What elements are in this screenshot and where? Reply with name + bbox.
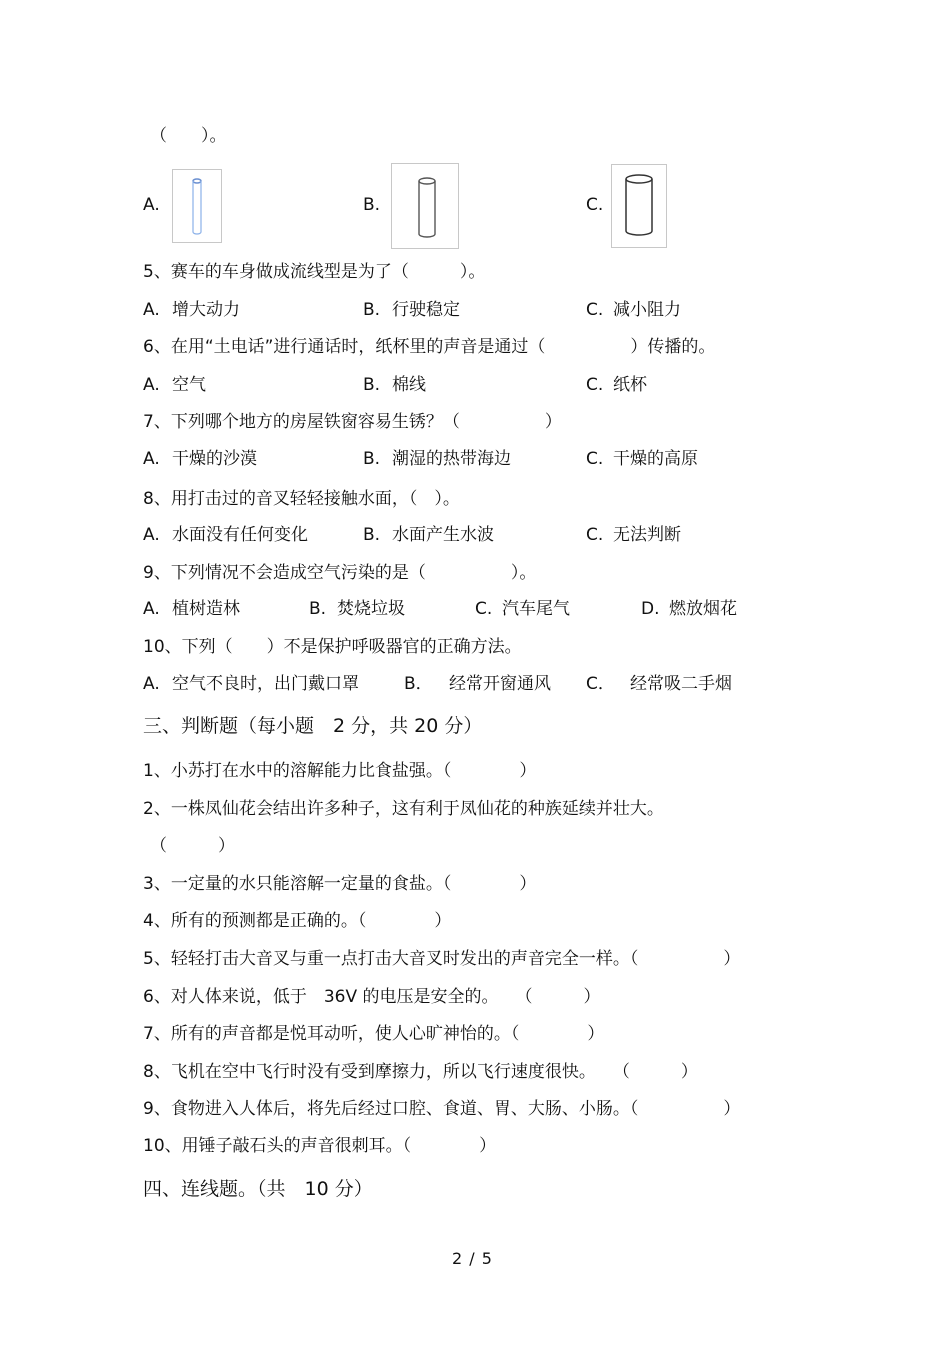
q10-option-c-letter: C． (586, 674, 615, 694)
q9-option-a-letter: A. (143, 599, 160, 619)
judge-item-10: 10、用锤子敲石头的声音很刺耳。（ ） (143, 1136, 497, 1156)
q7-option-c-letter: C. (586, 449, 604, 469)
q9-option-d-text: 燃放烟花 (669, 599, 737, 619)
q7-option-c-text: 干燥的高原 (613, 449, 698, 469)
question-10-stem: 10、下列（ ）不是保护呼吸器官的正确方法。 (143, 637, 522, 657)
q10-option-c-text: 经常吸二手烟 (630, 674, 732, 694)
question-6-stem: 6、在用“土电话”进行通话时，纸杯里的声音是通过（ ）传播的。 (143, 337, 716, 357)
question-7-stem: 7、下列哪个地方的房屋铁窗容易生锈？（ ） (143, 412, 562, 432)
q4-tail: （ ）。 (150, 126, 227, 146)
q7-option-b-letter: B. (363, 449, 381, 469)
q4-option-a-letter: A. (143, 195, 160, 215)
q8-option-a-letter: A. (143, 525, 160, 545)
judge-item-4: 4、所有的预测都是正确的。（ ） (143, 911, 452, 931)
judge-item-8: 8、飞机在空中飞行时没有受到摩擦力，所以飞行速度很快。 （ ） (143, 1062, 698, 1082)
question-5-stem: 5、赛车的车身做成流线型是为了（ ）。 (143, 262, 486, 282)
judge-item-1: 1、小苏打在水中的溶解能力比食盐强。（ ） (143, 761, 537, 781)
q5-option-b-letter: B. (363, 300, 381, 320)
judge-section-title: 三、判断题（每小题 2 分，共 20 分） (143, 715, 483, 737)
q6-option-c-text: 纸杯 (613, 375, 647, 395)
q6-option-c-letter: C. (586, 375, 604, 395)
judge-item-5: 5、轻轻打击大音叉与重一点打击大音叉时发出的声音完全一样。（ ） (143, 949, 741, 969)
q10-option-a-text: 空气不良时，出门戴口罩 (172, 674, 359, 694)
q8-option-b-letter: B. (363, 525, 381, 545)
q6-option-b-letter: B. (363, 375, 381, 395)
q8-option-b-text: 水面产生水波 (392, 525, 494, 545)
judge-item-7: 7、所有的声音都是悦耳动听，使人心旷神怡的。（ ） (143, 1024, 605, 1044)
q8-option-c-text: 无法判断 (613, 525, 681, 545)
q10-option-a-letter: A. (143, 674, 160, 694)
q9-option-d-letter: D. (641, 599, 660, 619)
question-8-stem: 8、用打击过的音叉轻轻接触水面，（ ）。 (143, 489, 460, 509)
q8-option-a-text: 水面没有任何变化 (172, 525, 308, 545)
q5-option-a-letter: A. (143, 300, 160, 320)
q10-option-b-letter: B． (404, 674, 433, 694)
q10-option-b-text: 经常开窗通风 (449, 674, 551, 694)
q5-option-c-text: 减小阻力 (613, 300, 681, 320)
q6-option-a-letter: A. (143, 375, 160, 395)
q9-option-c-letter: C. (475, 599, 493, 619)
q9-option-c-text: 汽车尾气 (502, 599, 570, 619)
q4-option-b-letter: B. (363, 195, 381, 215)
q7-option-b-text: 潮湿的热带海边 (392, 449, 511, 469)
q5-option-c-letter: C. (586, 300, 604, 320)
q6-option-b-text: 棉线 (392, 375, 426, 395)
judge-item-6: 6、对人体来说，低于 36V 的电压是安全的。 （ ） (143, 987, 601, 1007)
judge-item-2: 2、一株凤仙花会结出许多种子，这有利于凤仙花的种族延续并壮大。 (143, 799, 664, 819)
q9-option-b-letter: B. (309, 599, 327, 619)
judge-item-2-blank: （ ） (150, 836, 235, 856)
match-section-title: 四、连线题。（共 10 分） (143, 1178, 373, 1200)
q7-option-a-text: 干燥的沙漠 (172, 449, 257, 469)
wide-cylinder-image (611, 164, 667, 248)
q5-option-a-text: 增大动力 (172, 300, 240, 320)
q5-option-b-text: 行驶稳定 (392, 300, 460, 320)
thin-cylinder-image (172, 169, 222, 243)
question-9-stem: 9、下列情况不会造成空气污染的是（ ）。 (143, 563, 537, 583)
q8-option-c-letter: C. (586, 525, 604, 545)
q4-option-c-letter: C. (586, 195, 604, 215)
judge-item-3: 3、一定量的水只能溶解一定量的食盐。（ ） (143, 874, 537, 894)
q9-option-a-text: 植树造林 (172, 599, 240, 619)
page-number: 2 / 5 (452, 1249, 493, 1268)
judge-item-9: 9、食物进入人体后，将先后经过口腔、食道、胃、大肠、小肠。（ ） (143, 1099, 741, 1119)
q7-option-a-letter: A. (143, 449, 160, 469)
q9-option-b-text: 焚烧垃圾 (337, 599, 405, 619)
q6-option-a-text: 空气 (172, 375, 206, 395)
medium-cylinder-image (391, 163, 459, 249)
